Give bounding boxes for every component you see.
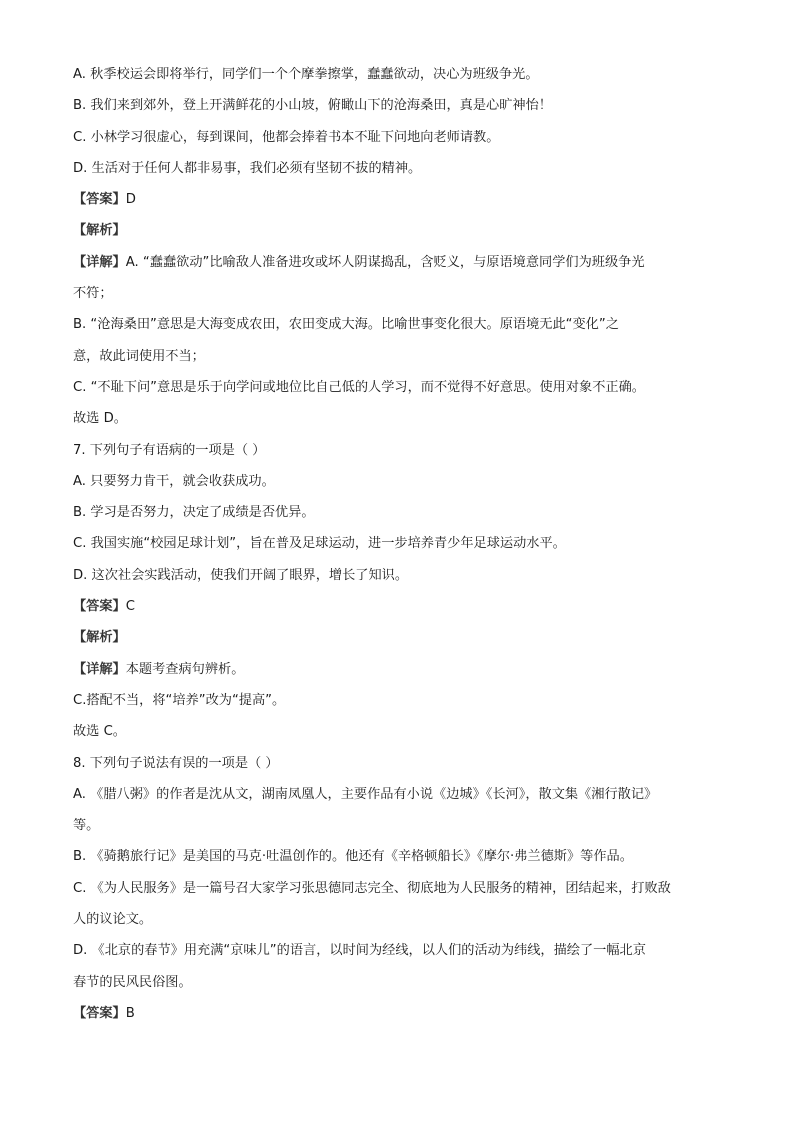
question-7-stem [73, 438, 733, 469]
line-text: B. 学习是否努力，决定了成绩是否优异。 [73, 505, 315, 521]
line-text: B. 《骑鹅旅行记》是美国的马克·吐温创作的。他还有《辛格顿船长》《摩尔·弗兰德斯》等作品。 [73, 849, 633, 865]
q7-answer-line [73, 594, 733, 625]
option-a-line [73, 62, 733, 93]
q7-option-b [73, 500, 733, 531]
answer-tag: 【答案】 [73, 1005, 126, 1021]
line-text: D. 这次社会实践活动，使我们开阔了眼界，增长了知识。 [73, 567, 409, 583]
line-text: A. 只要努力肯干，就会收获成功。 [73, 473, 275, 489]
q8-option-c [73, 876, 733, 907]
option-c-line [73, 125, 733, 156]
line-text: C. “不耻下问”意思是乐于向学问或地位比自己低的人学习，而不觉得不好意思。使用对象不正确。 [73, 379, 645, 395]
answer-value: D [125, 192, 136, 208]
q7-conclusion [73, 719, 733, 750]
option-d-line [73, 156, 733, 187]
q7-option-a [73, 469, 733, 500]
detail-b-line [73, 312, 733, 343]
q8-option-a-continuation [73, 813, 733, 844]
line-text: D. 《北京的春节》用充满“京味儿”的语言，以时间为经线，以人们的活动为纬线，描绘了一幅北京 [73, 943, 646, 959]
analysis-line [73, 218, 733, 249]
detail-tag: 【详解】 [73, 254, 126, 270]
line-text: 故选 C。 [73, 724, 126, 740]
line-text: D. 生活对于任何人都非易事，我们必须有坚韧不拔的精神。 [73, 160, 422, 176]
line-text: 春节的民风民俗图。 [73, 974, 192, 990]
line-text: 人的议论文。 [73, 912, 153, 928]
line-text: A. “蠢蠢欲动”比喻敌人准备进攻或坏人阴谋捣乱，含贬义，与原语境意同学们为班级争光 [125, 254, 645, 270]
detail-c-line [73, 375, 733, 406]
analysis-tag: 【解析】 [73, 223, 126, 239]
answer-tag: 【答案】 [73, 192, 126, 208]
question-8-stem [73, 751, 733, 782]
q8-option-a [73, 782, 733, 813]
answer-tag: 【答案】 [73, 599, 126, 615]
detail-b-continuation [73, 344, 733, 375]
detail-line [73, 250, 733, 281]
q7-detail-c [73, 688, 733, 719]
q8-answer-line [73, 1001, 733, 1032]
line-text: 8. 下列句子说法有误的一项是（ ） [73, 755, 279, 771]
line-text: C. 小林学习很虚心，每到课间，他都会捧着书本不耻下问地向老师请教。 [73, 129, 500, 145]
line-text: A. 《腊八粥》的作者是沈从文，湖南凤凰人，主要作品有小说《边城》《长河》，散文集《湘行散记》 [73, 786, 658, 802]
line-text: B. 我们来到郊外，登上开满鲜花的小山坡，俯瞰山下的沧海桑田，真是心旷神怡！ [73, 98, 552, 114]
line-text: C.搭配不当，将“培养”改为“提高”。 [73, 692, 286, 708]
line-text: A. 秋季校运会即将举行，同学们一个个摩拳擦掌，蠢蠢欲动，决心为班级争光。 [73, 67, 539, 82]
answer-value: C [125, 599, 135, 615]
q8-option-b [73, 844, 733, 875]
document-page [73, 62, 733, 1032]
line-text: 故选 D。 [73, 411, 127, 427]
line-text: 7. 下列句子有语病的一项是（ ） [73, 442, 266, 458]
detail-continuation [73, 281, 733, 312]
line-text: B. “沧海桑田”意思是大海变成农田，农田变成大海。比喻世事变化很大。原语境无此“变化”之 [73, 317, 619, 333]
q8-option-d-continuation [73, 970, 733, 1001]
line-text: 意，故此词使用不当； [73, 348, 205, 364]
q7-analysis-line [73, 625, 733, 656]
answer-line [73, 187, 733, 218]
option-b-line [73, 93, 733, 124]
line-text: C. 《为人民服务》是一篇号召大家学习张思德同志完全、彻底地为人民服务的精神，团结起来，打败敌 [73, 880, 671, 896]
q7-option-d [73, 563, 733, 594]
line-text: C. 我国实施“校园足球计划”，旨在普及足球运动，进一步培养青少年足球运动水平。 [73, 536, 566, 552]
q7-option-c [73, 531, 733, 562]
q8-option-d [73, 938, 733, 969]
answer-value: B [125, 1005, 135, 1021]
conclusion-line [73, 406, 733, 437]
analysis-tag: 【解析】 [73, 630, 126, 646]
detail-tag: 【详解】 [73, 661, 126, 677]
q7-detail-line [73, 657, 733, 688]
line-text: 本题考查病句辨析。 [125, 661, 245, 677]
line-text: 等。 [73, 818, 100, 834]
line-text: 不符； [73, 286, 113, 302]
q8-option-c-continuation [73, 907, 733, 938]
